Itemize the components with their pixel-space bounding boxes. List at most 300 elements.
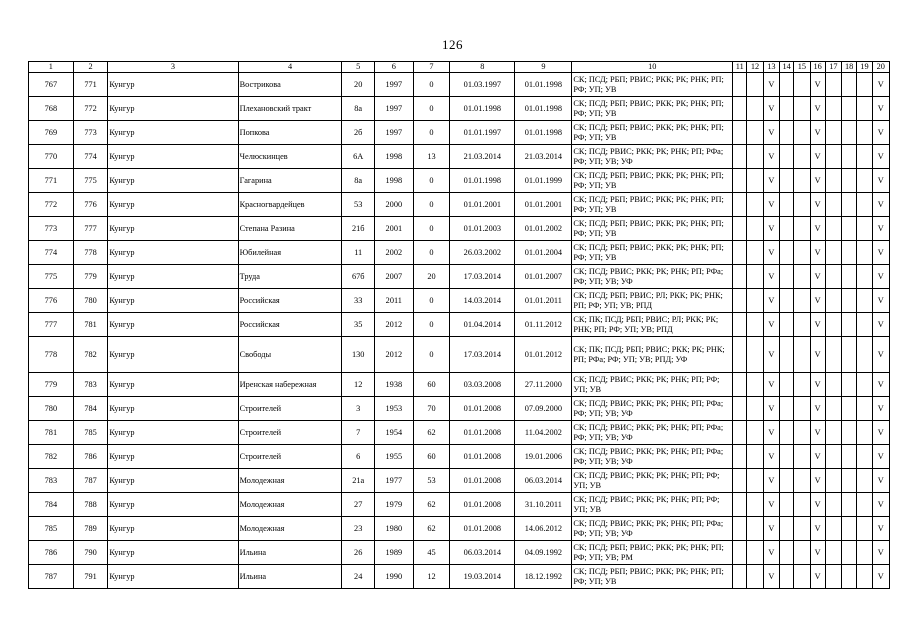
mark-11 [733,97,747,121]
house-id: 781 [73,313,108,337]
mark-14 [779,517,793,541]
wear-percent: 0 [413,193,450,217]
mark-20: V [872,493,889,517]
mark-12 [747,397,763,421]
mark-14 [779,73,793,97]
mark-19 [857,217,872,241]
column-header-18: 18 [842,62,857,73]
documents-list: СК; ПСД; РБП; РВИС; РКК; РК; РНК; РП; РФ; УП; УВ; РМ [572,541,733,565]
mark-16: V [810,493,825,517]
documents-list: СК; ПСД; РБП; РВИС; РЛ; РКК; РК; РНК; РП; РФ; УП; УВ; РПД [572,289,733,313]
wear-percent: 0 [413,121,450,145]
mark-16: V [810,397,825,421]
mark-17 [825,541,841,565]
mark-12 [747,493,763,517]
mark-12 [747,73,763,97]
mark-13: V [763,421,779,445]
build-year: 1997 [374,121,413,145]
mark-13: V [763,97,779,121]
mark-18 [842,517,857,541]
mark-20: V [872,313,889,337]
mark-14 [779,445,793,469]
date-end: 01.01.2007 [515,265,572,289]
mark-19 [857,193,872,217]
wear-percent: 0 [413,97,450,121]
mark-19 [857,421,872,445]
mark-19 [857,493,872,517]
mark-11 [733,313,747,337]
mark-19 [857,73,872,97]
mark-18 [842,241,857,265]
mark-15 [794,517,810,541]
documents-list: СК; ПСД; РВИС; РКК; РК; РНК; РП; РФ; УП; УВ [572,493,733,517]
date-end: 11.04.2002 [515,421,572,445]
build-year: 1997 [374,73,413,97]
mark-15 [794,421,810,445]
mark-11 [733,337,747,373]
documents-list: СК; ПСД; РБП; РВИС; РКК; РК; РНК; РП; РФ; УП; УВ [572,73,733,97]
mark-13: V [763,241,779,265]
mark-19 [857,97,872,121]
mark-14 [779,397,793,421]
mark-18 [842,421,857,445]
house-id: 775 [73,169,108,193]
mark-11 [733,265,747,289]
date-start: 01.01.2008 [450,397,515,421]
house-id: 783 [73,373,108,397]
mark-18 [842,373,857,397]
city-cell: Кунгур [108,265,238,289]
city-cell: Кунгур [108,97,238,121]
city-cell: Кунгур [108,241,238,265]
column-header-5: 5 [342,62,375,73]
mark-15 [794,337,810,373]
city-cell: Кунгур [108,337,238,373]
build-year: 1998 [374,145,413,169]
build-year: 1998 [374,169,413,193]
mark-14 [779,121,793,145]
documents-list: СК; ПК; ПСД; РБП; РВИС; РКК; РК; РНК; РП; РФа; РФ; УП; УВ; РПД; УФ [572,337,733,373]
date-start: 01.01.2003 [450,217,515,241]
mark-16: V [810,421,825,445]
mark-19 [857,241,872,265]
mark-11 [733,193,747,217]
column-header-14: 14 [779,62,793,73]
street-cell: Вострикова [238,73,342,97]
table-row [29,289,890,313]
mark-20: V [872,241,889,265]
column-header-8: 8 [450,62,515,73]
mark-15 [794,397,810,421]
table-row [29,241,890,265]
house-id: 782 [73,337,108,373]
mark-20: V [872,145,889,169]
mark-15 [794,265,810,289]
row-number: 786 [29,541,74,565]
house-number: 11 [342,241,375,265]
street-cell: Молодежная [238,469,342,493]
mark-14 [779,265,793,289]
city-cell: Кунгур [108,493,238,517]
mark-16: V [810,145,825,169]
mark-11 [733,73,747,97]
build-year: 1938 [374,373,413,397]
street-cell: Красногвардейцев [238,193,342,217]
build-year: 2012 [374,313,413,337]
house-id: 779 [73,265,108,289]
city-cell: Кунгур [108,289,238,313]
house-number: 7 [342,421,375,445]
mark-20: V [872,193,889,217]
wear-percent: 60 [413,445,450,469]
documents-list: СК; ПСД; РВИС; РКК; РК; РНК; РП; РФа; РФ; УП; УВ; УФ [572,445,733,469]
date-start: 01.04.2014 [450,313,515,337]
mark-18 [842,469,857,493]
table-row [29,337,890,373]
build-year: 1979 [374,493,413,517]
street-cell: Российская [238,289,342,313]
mark-16: V [810,541,825,565]
mark-19 [857,265,872,289]
date-start: 01.01.1998 [450,97,515,121]
mark-14 [779,217,793,241]
date-end: 01.01.2004 [515,241,572,265]
mark-18 [842,337,857,373]
city-cell: Кунгур [108,169,238,193]
mark-14 [779,337,793,373]
row-number: 775 [29,265,74,289]
date-end: 04.09.1992 [515,541,572,565]
table-row [29,193,890,217]
row-number: 770 [29,145,74,169]
mark-19 [857,373,872,397]
house-number: 24 [342,565,375,589]
mark-15 [794,241,810,265]
street-cell: Попкова [238,121,342,145]
date-start: 17.03.2014 [450,265,515,289]
build-year: 1977 [374,469,413,493]
table-row [29,493,890,517]
wear-percent: 12 [413,565,450,589]
house-id: 786 [73,445,108,469]
mark-15 [794,97,810,121]
city-cell: Кунгур [108,445,238,469]
mark-18 [842,145,857,169]
documents-list: СК; ПСД; РВИС; РКК; РК; РНК; РП; РФ; УП; УВ [572,373,733,397]
mark-18 [842,541,857,565]
mark-17 [825,493,841,517]
date-end: 01.01.1999 [515,169,572,193]
documents-list: СК; ПСД; РВИС; РКК; РК; РНК; РП; РФа; РФ; УП; УВ; УФ [572,421,733,445]
house-id: 778 [73,241,108,265]
mark-17 [825,565,841,589]
mark-11 [733,517,747,541]
mark-13: V [763,517,779,541]
city-cell: Кунгур [108,217,238,241]
mark-14 [779,469,793,493]
mark-19 [857,145,872,169]
table-row [29,313,890,337]
house-id: 785 [73,421,108,445]
mark-18 [842,217,857,241]
date-end: 01.01.2011 [515,289,572,313]
mark-20: V [872,289,889,313]
build-year: 2001 [374,217,413,241]
house-id: 789 [73,517,108,541]
street-cell: Молодежная [238,493,342,517]
mark-19 [857,445,872,469]
mark-11 [733,565,747,589]
house-number: 26 [342,541,375,565]
mark-13: V [763,337,779,373]
table-row [29,169,890,193]
table-row [29,517,890,541]
city-cell: Кунгур [108,73,238,97]
mark-13: V [763,169,779,193]
date-start: 17.03.2014 [450,337,515,373]
house-number: 21а [342,469,375,493]
row-number: 779 [29,373,74,397]
street-cell: Ильина [238,565,342,589]
house-id: 771 [73,73,108,97]
mark-19 [857,289,872,313]
build-year: 1955 [374,445,413,469]
wear-percent: 20 [413,265,450,289]
mark-16: V [810,445,825,469]
wear-percent: 0 [413,217,450,241]
column-number-row [29,62,890,73]
mark-13: V [763,565,779,589]
house-number: 3 [342,397,375,421]
date-start: 19.03.2014 [450,565,515,589]
wear-percent: 62 [413,493,450,517]
table-row [29,541,890,565]
column-header-3: 3 [108,62,238,73]
documents-list: СК; ПК; ПСД; РБП; РВИС; РЛ; РКК; РК; РНК; РП; РФ; УП; УВ; РПД [572,313,733,337]
date-end: 01.01.1998 [515,97,572,121]
mark-11 [733,121,747,145]
date-end: 27.11.2000 [515,373,572,397]
mark-15 [794,541,810,565]
mark-18 [842,565,857,589]
city-cell: Кунгур [108,517,238,541]
mark-18 [842,169,857,193]
mark-11 [733,289,747,313]
date-start: 21.03.2014 [450,145,515,169]
mark-17 [825,265,841,289]
mark-14 [779,421,793,445]
documents-list: СК; ПСД; РБП; РВИС; РКК; РК; РНК; РП; РФ; УП; УВ [572,97,733,121]
wear-percent: 0 [413,313,450,337]
mark-16: V [810,469,825,493]
house-id: 790 [73,541,108,565]
street-cell: Степана Разина [238,217,342,241]
documents-list: СК; ПСД; РВИС; РКК; РК; РНК; РП; РФа; РФ; УП; УВ; УФ [572,397,733,421]
mark-15 [794,313,810,337]
date-end: 07.09.2000 [515,397,572,421]
mark-16: V [810,169,825,193]
mark-14 [779,541,793,565]
mark-13: V [763,445,779,469]
row-number: 785 [29,517,74,541]
mark-18 [842,445,857,469]
mark-11 [733,469,747,493]
house-number: 23 [342,517,375,541]
mark-11 [733,541,747,565]
build-year: 1953 [374,397,413,421]
date-end: 18.12.1992 [515,565,572,589]
mark-12 [747,169,763,193]
street-cell: Строителей [238,445,342,469]
mark-15 [794,73,810,97]
mark-19 [857,565,872,589]
mark-20: V [872,541,889,565]
date-end: 14.06.2012 [515,517,572,541]
date-start: 01.01.2008 [450,517,515,541]
build-year: 2002 [374,241,413,265]
mark-12 [747,421,763,445]
house-id: 787 [73,469,108,493]
date-end: 21.03.2014 [515,145,572,169]
wear-percent: 62 [413,421,450,445]
table-row [29,73,890,97]
mark-17 [825,421,841,445]
mark-14 [779,493,793,517]
mark-18 [842,193,857,217]
mark-11 [733,445,747,469]
column-header-13: 13 [763,62,779,73]
house-number: 8а [342,97,375,121]
mark-16: V [810,193,825,217]
column-header-10: 10 [572,62,733,73]
mark-17 [825,73,841,97]
mark-12 [747,469,763,493]
row-number: 778 [29,337,74,373]
house-id: 773 [73,121,108,145]
date-end: 01.01.1998 [515,73,572,97]
mark-17 [825,241,841,265]
column-header-11: 11 [733,62,747,73]
table-row [29,97,890,121]
column-header-4: 4 [238,62,342,73]
mark-20: V [872,217,889,241]
house-number: 67б [342,265,375,289]
mark-20: V [872,469,889,493]
documents-list: СК; ПСД; РВИС; РКК; РК; РНК; РП; РФа; РФ; УП; УВ; УФ [572,517,733,541]
mark-13: V [763,313,779,337]
column-header-15: 15 [794,62,810,73]
mark-12 [747,97,763,121]
date-start: 01.01.1997 [450,121,515,145]
mark-19 [857,169,872,193]
mark-19 [857,469,872,493]
house-number: 130 [342,337,375,373]
mark-20: V [872,565,889,589]
mark-16: V [810,289,825,313]
mark-20: V [872,373,889,397]
mark-12 [747,217,763,241]
house-number: 27 [342,493,375,517]
column-header-20: 20 [872,62,889,73]
mark-19 [857,517,872,541]
mark-13: V [763,373,779,397]
registry-table [28,61,890,589]
mark-19 [857,313,872,337]
build-year: 2011 [374,289,413,313]
build-year: 2007 [374,265,413,289]
wear-percent: 60 [413,373,450,397]
mark-14 [779,313,793,337]
mark-15 [794,169,810,193]
mark-12 [747,265,763,289]
mark-16: V [810,241,825,265]
table-row [29,565,890,589]
date-start: 01.01.2001 [450,193,515,217]
table-row [29,373,890,397]
row-number: 768 [29,97,74,121]
date-end: 01.01.2002 [515,217,572,241]
row-number: 780 [29,397,74,421]
house-id: 788 [73,493,108,517]
street-cell: Труда [238,265,342,289]
mark-15 [794,121,810,145]
mark-19 [857,337,872,373]
build-year: 2000 [374,193,413,217]
mark-11 [733,421,747,445]
mark-13: V [763,145,779,169]
mark-19 [857,541,872,565]
house-number: 12 [342,373,375,397]
column-header-9: 9 [515,62,572,73]
mark-11 [733,397,747,421]
page-number: 126 [442,37,463,52]
mark-12 [747,121,763,145]
city-cell: Кунгур [108,541,238,565]
mark-12 [747,193,763,217]
documents-list: СК; ПСД; РБП; РВИС; РКК; РК; РНК; РП; РФ; УП; УВ [572,217,733,241]
mark-16: V [810,217,825,241]
house-number: 6А [342,145,375,169]
mark-13: V [763,469,779,493]
street-cell: Гагарина [238,169,342,193]
mark-16: V [810,313,825,337]
mark-17 [825,145,841,169]
mark-20: V [872,121,889,145]
mark-20: V [872,97,889,121]
row-number: 767 [29,73,74,97]
mark-17 [825,397,841,421]
build-year: 2012 [374,337,413,373]
date-end: 06.03.2014 [515,469,572,493]
street-cell: Иренская набережная [238,373,342,397]
date-start: 01.01.2008 [450,445,515,469]
mark-13: V [763,397,779,421]
mark-17 [825,169,841,193]
mark-18 [842,313,857,337]
mark-20: V [872,397,889,421]
city-cell: Кунгур [108,313,238,337]
house-number: 2б [342,121,375,145]
mark-16: V [810,121,825,145]
date-end: 01.01.2012 [515,337,572,373]
date-start: 03.03.2008 [450,373,515,397]
row-number: 776 [29,289,74,313]
documents-list: СК; ПСД; РБП; РВИС; РКК; РК; РНК; РП; РФ; УП; УВ [572,241,733,265]
mark-15 [794,217,810,241]
mark-12 [747,373,763,397]
city-cell: Кунгур [108,145,238,169]
mark-15 [794,145,810,169]
